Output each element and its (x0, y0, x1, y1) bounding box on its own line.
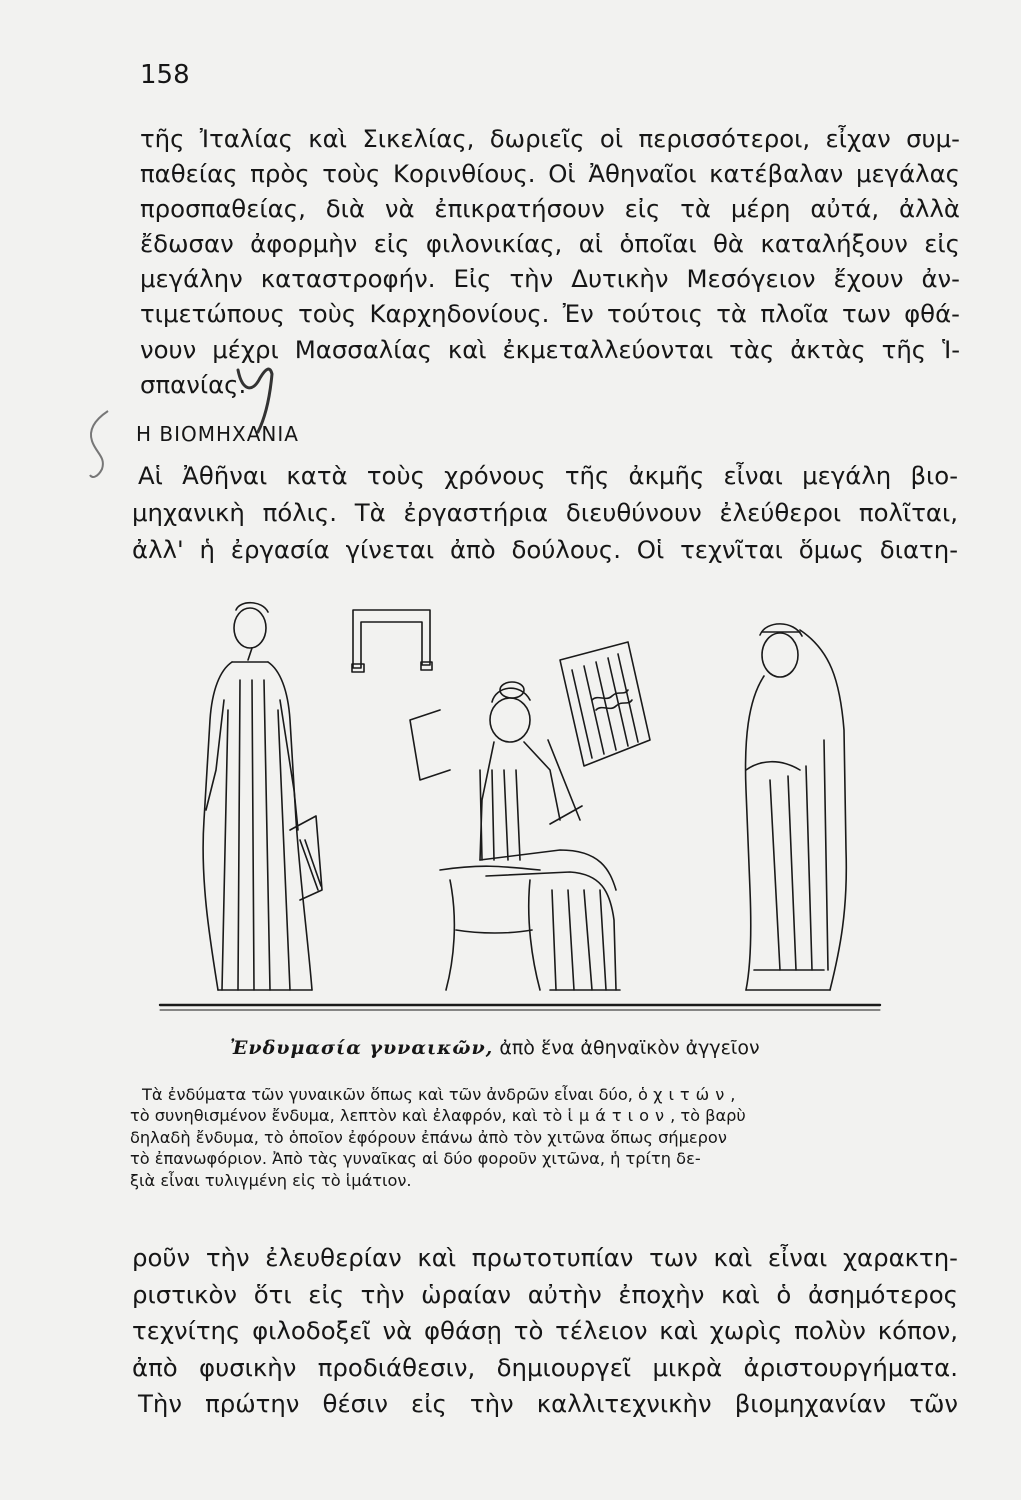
caption-line (130, 1105, 960, 1126)
page-number: 158 (140, 60, 190, 90)
text-line: ροῦν τὴν ἐλευθερίαν καὶ πρωτοτυπίαν των καὶ εἶναι χαρακτη- (132, 1243, 958, 1272)
caption-text: ξιὰ εἶναι τυλιγμένη εἰς τὸ ἱμάτιον. (130, 1170, 412, 1190)
caption-spaced-term: χιτών (653, 1085, 731, 1104)
hanging-cloth-icon (352, 610, 432, 672)
text-line: τῆς Ἰταλίας καὶ Σικελίας, δωριεῖς οἱ περισσότεροι, εἶχαν συμ- (140, 124, 960, 153)
caption-line (130, 1127, 960, 1148)
caption-line (130, 1148, 960, 1169)
standing-woman-right-icon (746, 624, 847, 990)
section-heading: Η ΒΙΟΜΗΧΑΝΙΑ (136, 422, 299, 446)
text-line: Αἱ Ἀθῆναι κατὰ τοὺς χρόνους τῆς ἀκμῆς εἶναι μεγάλη βιο- (138, 461, 958, 490)
caption-text: Τὰ ἐνδύματα τῶν γυναικῶν ὅπως καὶ τῶν ἀνδρῶν εἶναι δύο, ὁ (142, 1085, 654, 1104)
caption-line (130, 1084, 960, 1105)
caption-text: τὸ ἐπανωφόριον. Ἀπὸ τὰς γυναῖκας αἱ δύο φοροῦν χιτῶνα, ἡ τρίτη δε- (130, 1149, 701, 1169)
seated-woman-weaving-icon (410, 642, 650, 990)
text-line: τεχνίτης φιλοδοξεῖ νὰ φθάσῃ τὸ τέλειον καὶ χωρὶς πολὺν κόπον, (132, 1316, 958, 1345)
margin-mark-icon (78, 405, 118, 485)
text-line: ριστικὸν ὅτι εἰς τὴν ὡραίαν αὐτὴν ἐποχὴν καὶ ὁ ἀσημότερος (132, 1279, 958, 1309)
text-line: ἀπὸ φυσικὴν προδιάθεσιν, δημιουργεῖ μικρὰ ἀριστουργήματα. (132, 1352, 958, 1382)
caption-text: , τὸ βαρὺ (670, 1106, 746, 1126)
text-line: σπανίας. (140, 369, 247, 399)
text-line: παθείας πρὸς τοὺς Κορινθίους. Οἱ Ἀθηναῖοι κατέβαλαν μεγάλας (140, 159, 960, 189)
text-line: προσπαθείας, διὰ νὰ ἐπικρατήσουν εἰς τὰ μέρη αὐτά, ἀλλὰ (140, 194, 960, 224)
vase-illustration (140, 590, 890, 1025)
figure-caption-body (130, 1084, 960, 1191)
caption-text: , (730, 1085, 736, 1104)
caption-text: δηλαδὴ ἔνδυμα, τὸ ὁποῖον ἐφόρουν ἐπάνω ἀπὸ τὸν χιτῶνα ὅπως σήμερον (130, 1127, 727, 1147)
text-line: Τὴν πρώτην θέσιν εἰς τὴν καλλιτεχνικὴν βιομηχανίαν τῶν (138, 1389, 958, 1418)
text-line: μηχανικὴ πόλις. Τὰ ἐργαστήρια διευθύνουν ἐλεύθεροι πολῖται, (132, 498, 958, 527)
caption-spaced-term: ἱμάτιον (567, 1106, 671, 1126)
standing-woman-left-icon (203, 603, 322, 990)
caption-line (130, 1170, 960, 1191)
caption-title-rest: ἀπὸ ἕνα ἀθηναϊκὸν ἀγγεῖον (499, 1037, 760, 1059)
text-line: ἔδωσαν ἀφορμὴν εἰς φιλονικίας, αἱ ὁποῖαι θὰ καταλήξουν εἰς (140, 229, 960, 259)
figure-caption-title (230, 1037, 760, 1059)
paragraph-2 (132, 457, 958, 568)
text-line: ἀλλ' ἡ ἐργασία γίνεται ἀπὸ δούλους. Οἱ τεχνῖται ὅμως διατη- (132, 535, 958, 564)
caption-text: τὸ συνηθισμένον ἔνδυμα, λεπτὸν καὶ ἐλαφρόν, καὶ τὸ (130, 1106, 568, 1126)
text-line: τιμετώπους τοὺς Καρχηδονίους. Ἐν τούτοις τὰ πλοῖα των φθά- (140, 299, 960, 329)
paragraph-3 (132, 1240, 958, 1423)
caption-title-bold: Ἐνδυμασία γυναικῶν, (230, 1037, 494, 1059)
text-line: μεγάλην καταστροφήν. Εἰς τὴν Δυτικὴν Μεσόγειον ἔχουν ἀν- (140, 264, 960, 294)
text-line: νουν μέχρι Μασσαλίας καὶ ἐκμεταλλεύονται τὰς ἀκτὰς τῆς Ἱ- (140, 334, 960, 364)
